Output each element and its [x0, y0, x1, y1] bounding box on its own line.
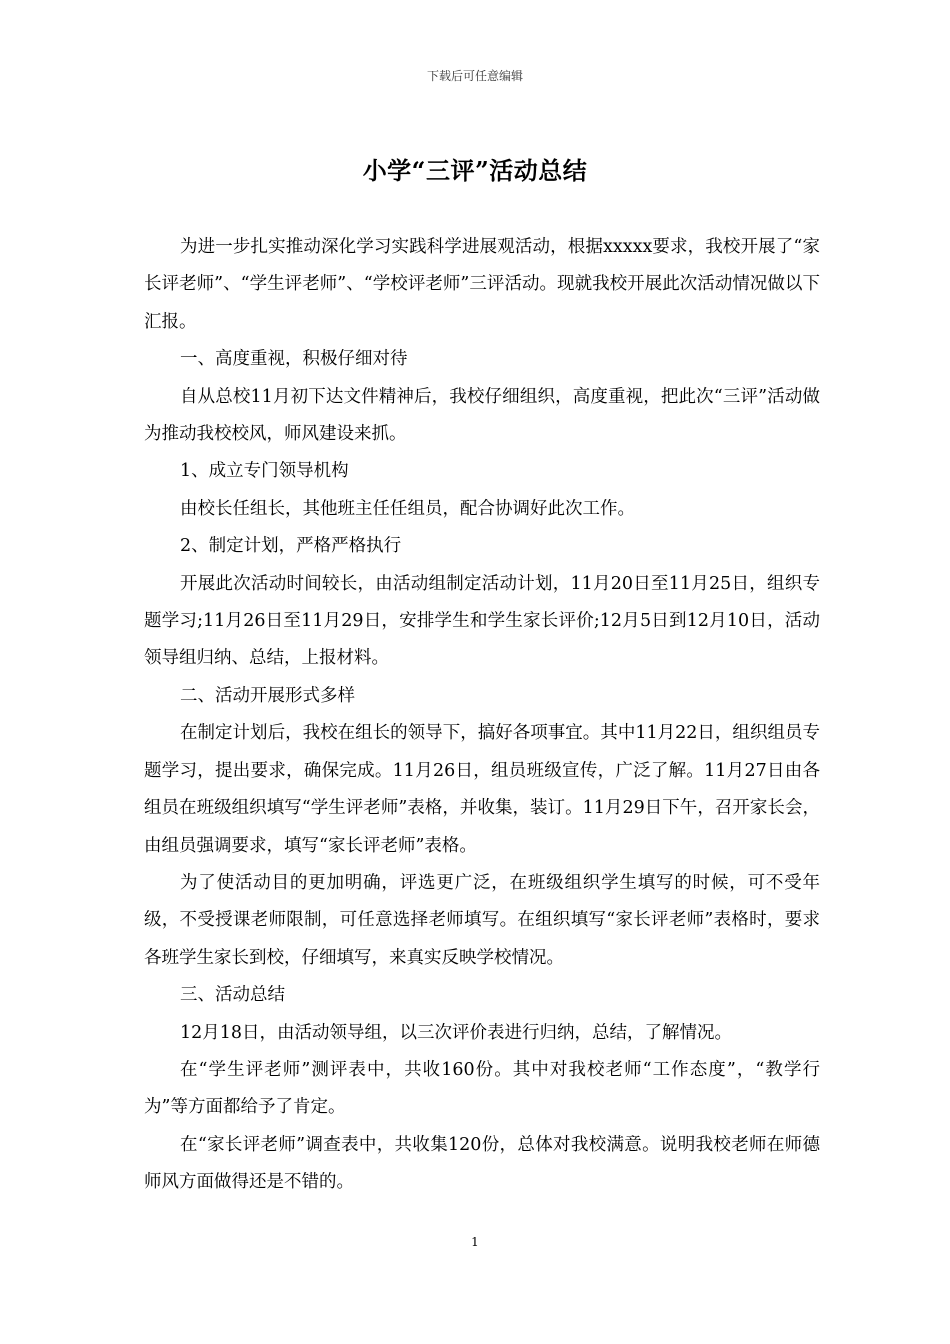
subsection-heading-1: 1、成立专门领导机构	[180, 461, 349, 482]
paragraph: 在制定计划后，我校在组长的领导下，搞好各项事宜。其中11月22日，组织组员专题学习，提出要求，确保完成。11月26日，组员班级宣传，广泛了解。11月27日由各组员在班级组织填写“学生评老师”表格，并收集，装订。11月29日下午，召开家长会，由组员强调要求，填写“家长评老师”表格。	[144, 723, 820, 856]
paragraph: 开展此次活动时间较长，由活动组制定活动计划，11月20日至11月25日，组织专题学习;11月26日至11月29日，安排学生和学生家长评价;12月5日到12月10日，活动领导组归纳、总结，上报材料。	[144, 573, 820, 669]
document-title: 小学“三评”活动总结	[362, 156, 588, 185]
paragraph: 12月18日，由活动领导组，以三次评价表进行归纳，总结，了解情况。	[180, 1022, 733, 1043]
document-body	[144, 229, 820, 1202]
page-header: 下载后可任意编辑	[426, 69, 523, 83]
paragraph: 为了使活动目的更加明确，评选更广泛，在班级组织学生填写的时候，可不受年级，不受授课老师限制，可任意选择老师填写。在组织填写“家长评老师”表格时，要求各班学生家长到校，仔细填写，来真实反映学校情况。	[144, 872, 820, 968]
section-heading-1: 一、高度重视，积极仔细对待	[180, 349, 408, 370]
paragraph: 由校长任组长，其他班主任任组员，配合协调好此次工作。	[180, 498, 635, 519]
paragraph: 在“家长评老师”调查表中，共收集120份，总体对我校满意。说明我校老师在师德师风方面做得还是不错的。	[144, 1134, 820, 1193]
page-number: 1	[471, 1235, 479, 1249]
paragraph: 自从总校11月初下达文件精神后，我校仔细组织，高度重视，把此次“三评”活动做为推动我校校风，师风建设来抓。	[144, 386, 820, 445]
paragraph: 在“学生评老师”测评表中，共收160份。其中对我校老师“工作态度”，“教学行为”等方面都给予了肯定。	[144, 1059, 820, 1118]
paragraph-intro: 为进一步扎实推动深化学习实践科学进展观活动，根据xxxxx要求，我校开展了“家长评老师”、“学生评老师”、“学校评老师”三评活动。现就我校开展此次活动情况做以下汇报。	[144, 237, 820, 332]
subsection-heading-2: 2、制定计划，严格严格执行	[180, 536, 402, 557]
section-heading-3: 三、活动总结	[180, 985, 285, 1006]
section-heading-2: 二、活动开展形式多样	[180, 685, 355, 706]
